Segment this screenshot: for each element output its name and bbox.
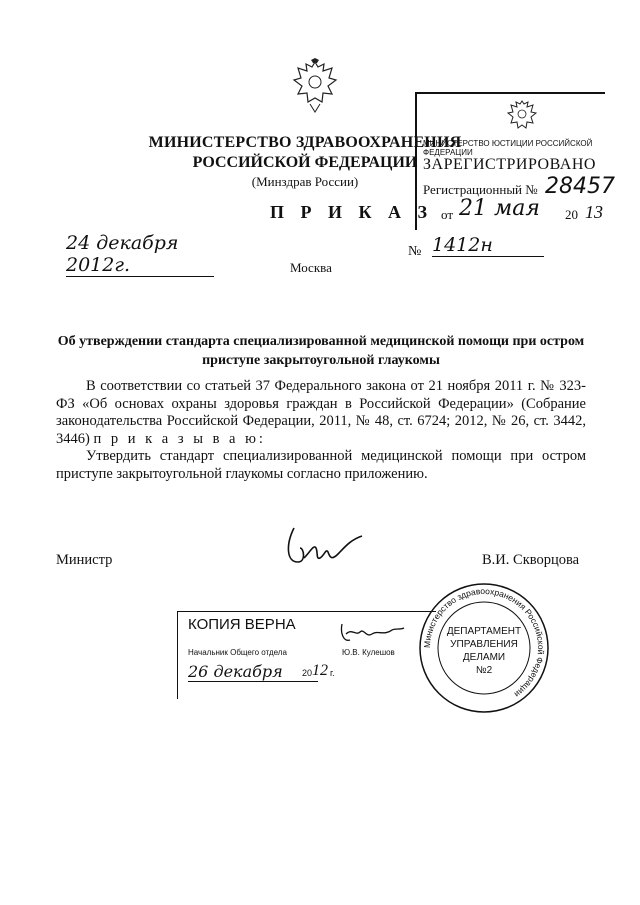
document-type-title: П Р И К А З	[270, 202, 434, 222]
copy-stamp-year-prefix: 20	[302, 668, 313, 678]
order-number: 1412н	[432, 234, 544, 257]
registration-stamp	[415, 92, 615, 230]
seal-line-1: ДЕПАРТАМЕНТ	[446, 626, 522, 637]
body-paragraph-2: Утвердить стандарт специализированной медицинской помощи при остром приступе закрытоугольной глаукомы согласно приложению.	[56, 448, 586, 482]
directive-word: п р и к а з ы в а ю:	[93, 430, 266, 447]
copy-certification-stamp	[177, 611, 436, 699]
stamp-number-value: 28457	[545, 174, 615, 199]
copy-stamp-date: 26 декабря	[188, 662, 318, 682]
seal-line-4: №2	[475, 665, 493, 676]
stamp-year-prefix: 20	[565, 207, 578, 222]
stamp-emblem-icon	[505, 98, 539, 134]
stamp-year-handwritten: 13	[585, 202, 603, 222]
stamp-number-label: Регистрационный №	[423, 182, 538, 197]
ministry-name-line1: МИНИСТЕРСТВО ЗДРАВООХРАНЕНИЯ	[148, 134, 462, 151]
ministry-name-line2: РОССИЙСКОЙ ФЕДЕРАЦИИ	[192, 154, 418, 171]
seal-line-2: УПРАВЛЕНИЯ	[450, 639, 518, 650]
legal-basis-text: В соответствии со статьей 37 Федерального закона от 21 ноября 2011 г. № 323-ФЗ «Об основах охраны здоровья граждан в Российской Федерации» (Собрание законодательства Российской Федерации, 2011, № 48, ст. 6724; 2012, № 26, ст. 3442, 3446)	[56, 378, 586, 447]
stamp-date-handwritten: 21 мая	[459, 196, 540, 221]
signatory-name: В.И. Скворцова	[482, 552, 580, 568]
order-number-sign: №	[408, 244, 422, 259]
seal-line-3: ДЕЛАМИ	[462, 652, 506, 663]
round-seal	[416, 580, 552, 716]
copy-signature	[336, 616, 408, 652]
order-date: 24 декабря 2012г.	[66, 232, 214, 277]
copy-stamp-year-handwritten: 12	[312, 662, 328, 679]
copy-stamp-position: Начальник Общего отдела	[188, 648, 287, 657]
order-body	[56, 378, 586, 484]
coat-of-arms-icon	[290, 58, 340, 114]
seal-outer-text: Министерство здравоохранения Российской Федерации	[421, 585, 547, 700]
minister-signature	[280, 518, 370, 578]
stamp-ministry-label: МИНИСТЕРСТВО ЮСТИЦИИ РОССИЙСКОЙ ФЕДЕРАЦИИ	[423, 139, 593, 157]
order-city: Москва	[290, 260, 332, 275]
body-paragraph-1	[56, 378, 586, 448]
signatory-position: Министр	[56, 552, 113, 568]
copy-stamp-name: Ю.В. Кулешов	[342, 648, 395, 657]
order-subject: Об утверждении стандарта специализированной медицинской помощи при остром приступе закрытоугольной глаукомы	[57, 334, 585, 368]
stamp-date-prefix: от	[441, 207, 454, 222]
copy-stamp-year-suffix: г.	[330, 668, 335, 678]
copy-stamp-title: КОПИЯ ВЕРНА	[188, 616, 296, 633]
ministry-short-name: (Минздрав России)	[251, 174, 359, 189]
stamp-registered-label: ЗАРЕГИСТРИРОВАНО	[423, 156, 596, 173]
